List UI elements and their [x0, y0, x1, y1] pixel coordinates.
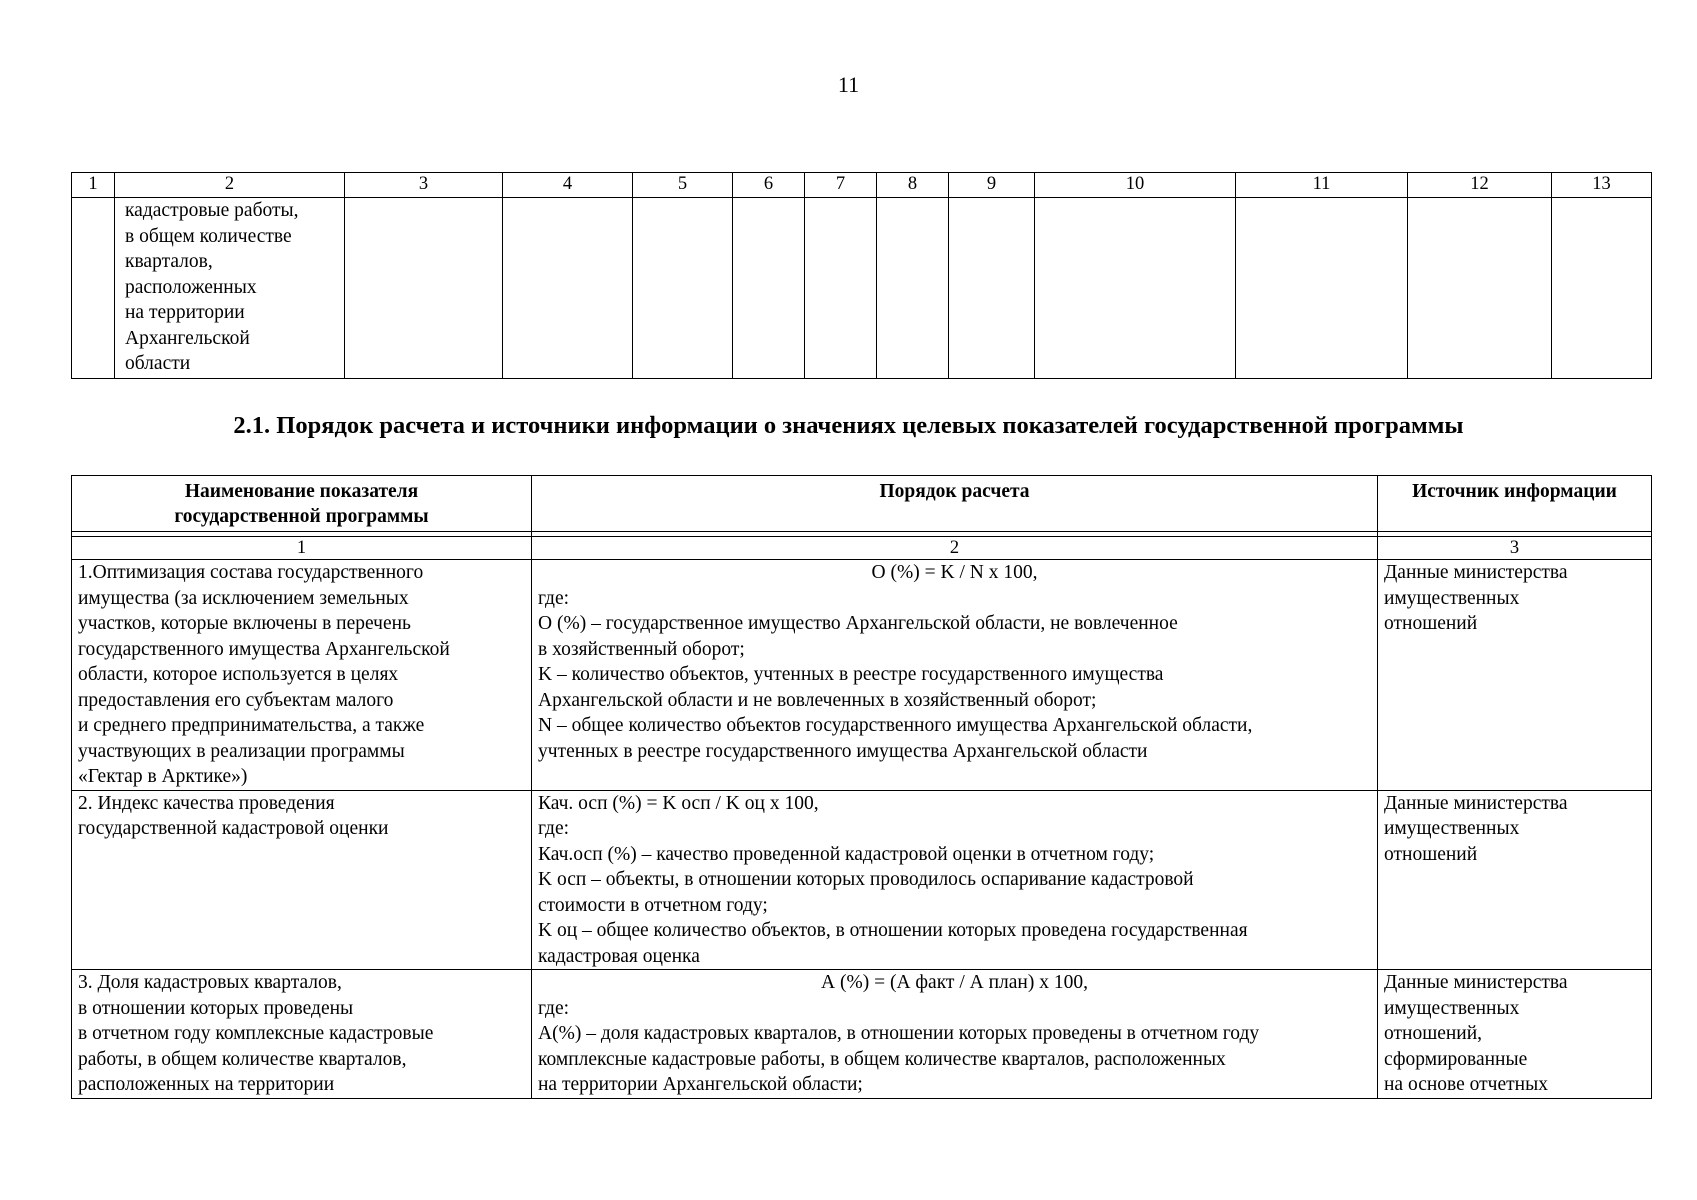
column-number: 7: [805, 173, 877, 198]
column-number: 6: [733, 173, 805, 198]
table-cell: [1035, 198, 1236, 379]
header-source: Источник информации: [1378, 476, 1652, 532]
table-cell: [1408, 198, 1552, 379]
column-numbers-row: [72, 537, 1652, 560]
text-line: работы, в общем количестве кварталов,: [78, 1048, 407, 1070]
table-row: [72, 198, 1652, 379]
text-line: Кач. осп (%) = K осп / K оц x 100,: [538, 792, 819, 814]
text-line: отношений: [1384, 843, 1478, 865]
text-line: где:: [538, 997, 570, 1019]
text-line: области: [125, 353, 191, 374]
text-line: государственного имущества Архангельской: [78, 638, 450, 660]
text-line: в отчетном году комплексные кадастровые: [78, 1023, 434, 1044]
indicator-name-cell: [72, 560, 532, 791]
text-line: на территории: [125, 302, 245, 323]
calculation-cell: [532, 560, 1378, 791]
table-cell: [949, 198, 1035, 379]
text-line: в общем количестве: [125, 225, 292, 247]
indicator-name-cell: [72, 970, 532, 1099]
header-line: Наименование показателя: [184, 481, 419, 502]
column-number: 3: [1378, 537, 1652, 560]
text-line: и среднего предпринимательства, а также: [78, 715, 425, 736]
text-line: имущественных: [1384, 818, 1520, 839]
table-row: [72, 790, 1652, 970]
text-line: где:: [538, 587, 570, 609]
text-line: учтенных в реестре государственного имущества Архангельской области: [538, 740, 1148, 762]
column-number: 1: [72, 173, 115, 198]
text-line: в хозяйственный оборот;: [538, 638, 745, 660]
header-line: государственной программы: [174, 506, 429, 527]
calculation-cell: [532, 970, 1378, 1099]
text-line: сформированные: [1384, 1048, 1528, 1070]
header-indicator-name: [72, 476, 532, 532]
text-line: «Гектар в Арктике»): [78, 766, 248, 787]
column-number: 1: [72, 537, 532, 560]
text-line: на основе отчетных: [1384, 1074, 1548, 1095]
text-line: комплексные кадастровые работы, в общем количестве кварталов, расположенных: [538, 1048, 1226, 1070]
table-cell: [633, 198, 733, 379]
source-cell: [1378, 560, 1652, 791]
text-line: стоимости в отчетном году;: [538, 894, 768, 916]
table-row: [72, 560, 1652, 791]
column-number: 11: [1236, 173, 1408, 198]
text-line: Кач.осп (%) – качество проведенной кадастровой оценки в отчетном году;: [538, 843, 1155, 865]
text-line: K осп – объекты, в отношении которых проводилось оспаривание кадастровой: [538, 869, 1194, 890]
text-line: кварталов,: [125, 251, 213, 272]
column-numbers-row: [72, 173, 1652, 198]
column-number: 9: [949, 173, 1035, 198]
text-line: имущественных: [1384, 997, 1520, 1019]
source-cell: [1378, 790, 1652, 970]
text-line: Архангельской: [125, 327, 250, 349]
calculation-table: [71, 475, 1652, 1099]
text-line: отношений,: [1384, 1023, 1483, 1044]
text-line: расположенных: [125, 276, 257, 298]
text-line: Данные министерства: [1384, 792, 1568, 814]
text-line: области, которое используется в целях: [78, 664, 399, 685]
text-line: кадастровые работы,: [125, 200, 299, 221]
table-cell: [805, 198, 877, 379]
text-line: в отношении которых проведены: [78, 997, 354, 1019]
text-line: участвующих в реализации программы: [78, 740, 405, 762]
text-line: на территории Архангельской области;: [538, 1074, 863, 1095]
indicator-name-continuation: [115, 198, 345, 379]
column-number: 5: [633, 173, 733, 198]
text-line: Данные министерства: [1384, 972, 1568, 993]
formula: О (%) = K / N x 100,: [871, 562, 1038, 583]
indicator-name-cell: [72, 790, 532, 970]
column-number: 2: [115, 173, 345, 198]
text-line: государственной кадастровой оценки: [78, 818, 389, 839]
table-cell: [1552, 198, 1652, 379]
column-number: 13: [1552, 173, 1652, 198]
column-number: 3: [345, 173, 503, 198]
text-line: А(%) – доля кадастровых кварталов, в отношении которых проведены в отчетном году: [538, 1023, 1260, 1044]
table-cell: [877, 198, 949, 379]
table-cell: [503, 198, 633, 379]
indicators-table-continuation: [71, 172, 1652, 379]
source-cell: [1378, 970, 1652, 1099]
formula: А (%) = (А факт / А план) x 100,: [821, 972, 1088, 993]
text-line: K – количество объектов, учтенных в реестре государственного имущества: [538, 664, 1164, 685]
table-cell: [1236, 198, 1408, 379]
table-cell: [72, 198, 115, 379]
text-line: имущества (за исключением земельных: [78, 587, 409, 609]
column-number: 4: [503, 173, 633, 198]
text-line: О (%) – государственное имущество Архангельской области, не вовлеченное: [538, 613, 1178, 634]
text-line: 2. Индекс качества проведения: [78, 792, 335, 814]
text-line: Данные министерства: [1384, 562, 1568, 583]
header-row: [72, 476, 1652, 532]
text-line: K оц – общее количество объектов, в отношении которых проведена государственная: [538, 920, 1248, 941]
calculation-cell: [532, 790, 1378, 970]
text-line: 1.Оптимизация состава государственного: [78, 562, 424, 583]
text-line: где:: [538, 818, 570, 839]
page-number: 11: [837, 72, 860, 97]
table-cell: [733, 198, 805, 379]
text-line: участков, которые включены в перечень: [78, 613, 411, 634]
header-calculation: Порядок расчета: [532, 476, 1378, 532]
text-line: предоставления его субъектам малого: [78, 689, 394, 711]
text-line: Архангельской области и не вовлеченных в хозяйственный оборот;: [538, 689, 1097, 711]
text-line: расположенных на территории: [78, 1074, 335, 1095]
text-line: 3. Доля кадастровых кварталов,: [78, 972, 342, 993]
column-number: 10: [1035, 173, 1236, 198]
table-cell: [345, 198, 503, 379]
text-line: N – общее количество объектов государственного имущества Архангельской области,: [538, 715, 1253, 736]
column-number: 2: [532, 537, 1378, 560]
text-line: имущественных: [1384, 587, 1520, 609]
section-heading: 2.1. Порядок расчета и источники информации о значениях целевых показателей государственной программы: [233, 412, 1464, 439]
text-line: кадастровая оценка: [538, 945, 700, 967]
column-number: 12: [1408, 173, 1552, 198]
column-number: 8: [877, 173, 949, 198]
table-row: [72, 970, 1652, 1099]
text-line: отношений: [1384, 613, 1478, 634]
